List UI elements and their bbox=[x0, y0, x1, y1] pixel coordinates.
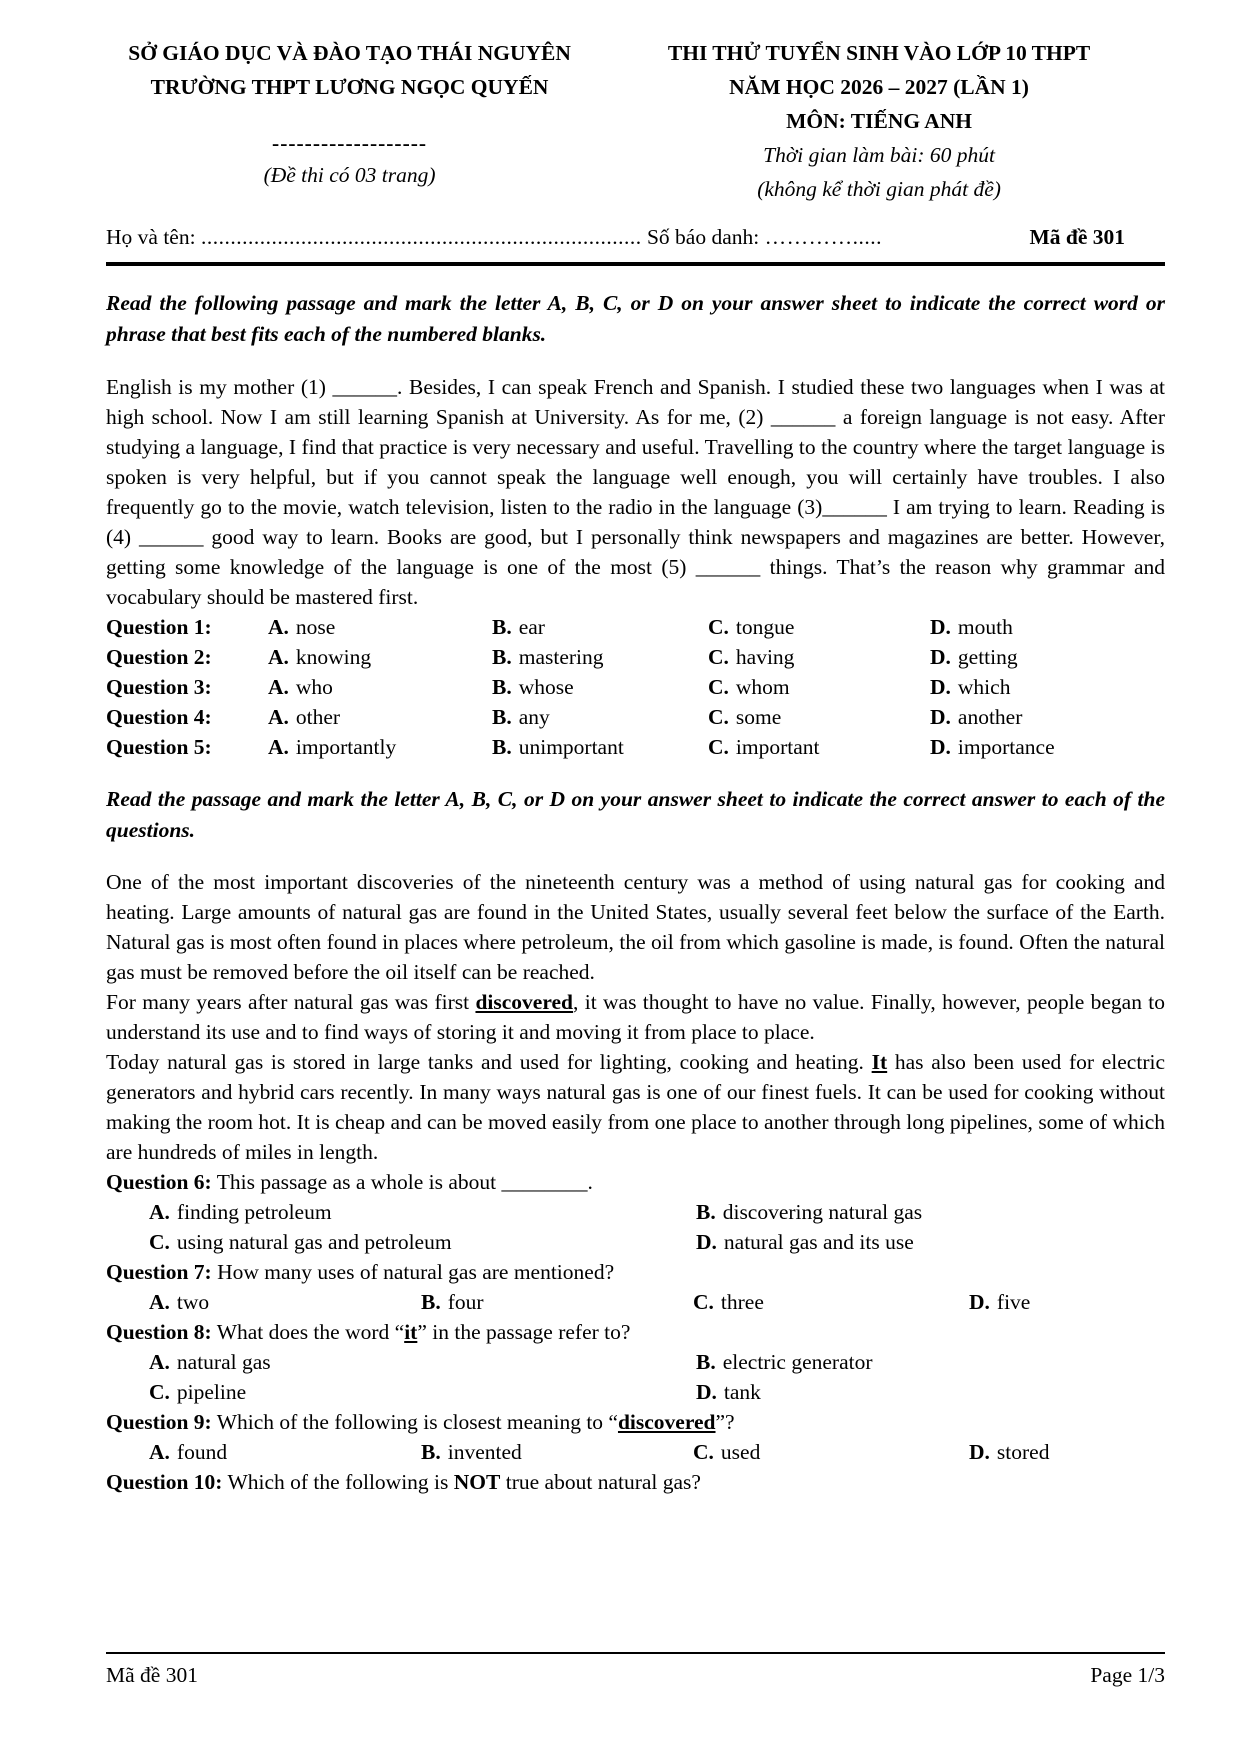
question-row-5 bbox=[106, 732, 1165, 762]
option-letter: A. bbox=[268, 614, 289, 639]
option-text: tongue bbox=[735, 614, 795, 639]
option-letter: B. bbox=[492, 734, 512, 759]
passage-paragraph-1: One of the most important discoveries of the nineteenth century was a method of using natural gas for cooking and heating. Large amounts of natural gas are found in the United States, usually several feet below the surface of the Earth. Natural gas is most often found in places where petroleum, the oil from which gasoline is made, is found. Often the natural gas must be removed before the oil itself can be reached. bbox=[106, 870, 1165, 984]
school-name: TRƯỜNG THPT LƯƠNG NGỌC QUYẾN bbox=[150, 75, 549, 99]
option-text: using natural gas and petroleum bbox=[176, 1230, 452, 1254]
question-label: Question 2: bbox=[106, 644, 212, 669]
option-letter: D. bbox=[930, 614, 951, 639]
option-b bbox=[492, 732, 708, 762]
header-right bbox=[593, 36, 1165, 206]
option-text: electric generator bbox=[722, 1350, 873, 1374]
exam-year: NĂM HỌC 2026 – 2027 (LẦN 1) bbox=[729, 75, 1029, 99]
department-name: SỞ GIÁO DỤC VÀ ĐÀO TẠO THÁI NGUYÊN bbox=[128, 41, 571, 65]
option-text: importance bbox=[957, 734, 1055, 759]
question-label: Question 1: bbox=[106, 614, 212, 639]
candidate-number-label: Số báo danh: bbox=[646, 225, 760, 249]
footer-page-number: Page 1/3 bbox=[1090, 1663, 1165, 1687]
option-d bbox=[969, 1287, 1165, 1317]
question-prompt: This passage as a whole is about ________. bbox=[216, 1170, 593, 1194]
option-b bbox=[492, 672, 708, 702]
option-b bbox=[492, 702, 708, 732]
question-prompt: How many uses of natural gas are mentioned? bbox=[217, 1260, 615, 1284]
option-letter: A. bbox=[149, 1290, 170, 1314]
option-text: getting bbox=[957, 644, 1018, 669]
option-letter: C. bbox=[693, 1440, 714, 1464]
footer-exam-code: Mã đề 301 bbox=[106, 1663, 198, 1687]
option-text: pipeline bbox=[176, 1380, 247, 1404]
option-d bbox=[930, 732, 1165, 762]
option-text: natural gas bbox=[176, 1350, 271, 1374]
section1-passage: English is my mother (1) ______. Besides, I can speak French and Spanish. I studied these two languages when I was at high school. Now I am still learning Spanish at University. As for me, (2) ______ a foreign language is not easy. After studying a language, I find that practice is very necessary and useful. Travelling to the country where the target language is spoken is very helpful, but if you cannot speak the language well enough, you will certainly have troubles. I also frequently go to the movie, watch television, listen to the radio in the language (3)______ I am trying to learn. Reading is (4) ______ good way to learn. Books are good, but I personally think newspapers and magazines are better. However, getting some knowledge of the language is one of the most (5) ______ things. That’s the reason why grammar and vocabulary should be mastered first. bbox=[106, 374, 1165, 609]
header-dash-divider: ------------------- bbox=[272, 131, 428, 155]
option-letter: D. bbox=[930, 674, 951, 699]
option-text: discovering natural gas bbox=[722, 1200, 923, 1224]
question-row-4 bbox=[106, 702, 1165, 732]
question-label: Question 4: bbox=[106, 704, 212, 729]
option-text: ear bbox=[518, 614, 545, 639]
option-text: importantly bbox=[295, 734, 397, 759]
exam-duration-note: (không kể thời gian phát đề) bbox=[757, 177, 1001, 201]
option-letter: B. bbox=[492, 614, 512, 639]
option-letter: A. bbox=[149, 1440, 170, 1464]
option-text: knowing bbox=[295, 644, 372, 669]
option-text: unimportant bbox=[518, 734, 624, 759]
option-c bbox=[708, 642, 930, 672]
option-text: mastering bbox=[518, 644, 604, 669]
option-b bbox=[421, 1437, 693, 1467]
question-label: Question 3: bbox=[106, 674, 212, 699]
option-text: some bbox=[735, 704, 782, 729]
question-label: Question 5: bbox=[106, 734, 212, 759]
option-text: two bbox=[176, 1290, 210, 1314]
passage-paragraph-2: For many years after natural gas was first discovered, it was thought to have no value. Finally, however, people began to understand its use and to find ways of storing it and moving it from place to place. bbox=[106, 990, 1166, 1044]
option-text: whom bbox=[735, 674, 790, 699]
option-letter: B. bbox=[696, 1200, 716, 1224]
option-text: whose bbox=[518, 674, 574, 699]
option-letter: B. bbox=[492, 674, 512, 699]
option-b bbox=[696, 1197, 1165, 1227]
question-9 bbox=[106, 1407, 1165, 1437]
option-letter: C. bbox=[693, 1290, 714, 1314]
option-letter: A. bbox=[268, 644, 289, 669]
question-row-1 bbox=[106, 612, 1165, 642]
question-row-2 bbox=[106, 642, 1165, 672]
option-text: invented bbox=[447, 1440, 522, 1464]
option-a bbox=[268, 642, 492, 672]
option-letter: A. bbox=[268, 704, 289, 729]
option-a bbox=[149, 1347, 696, 1377]
option-text: another bbox=[957, 704, 1023, 729]
option-letter: D. bbox=[696, 1380, 717, 1404]
question-row-3 bbox=[106, 672, 1165, 702]
section-2 bbox=[106, 784, 1165, 1498]
page-header bbox=[106, 36, 1165, 206]
option-letter: C. bbox=[708, 734, 729, 759]
option-letter: B. bbox=[421, 1290, 441, 1314]
pages-note: (Đề thi có 03 trang) bbox=[263, 163, 436, 187]
option-letter: B. bbox=[492, 704, 512, 729]
option-c bbox=[149, 1377, 696, 1407]
exam-code-badge: Mã đề 301 bbox=[1029, 225, 1125, 249]
option-letter: A. bbox=[149, 1350, 170, 1374]
option-text: other bbox=[295, 704, 341, 729]
option-c bbox=[149, 1227, 696, 1257]
option-text: having bbox=[735, 644, 795, 669]
option-c bbox=[693, 1287, 969, 1317]
option-letter: A. bbox=[149, 1200, 170, 1224]
option-d bbox=[930, 612, 1165, 642]
section-1 bbox=[106, 288, 1165, 762]
questions-1-5 bbox=[106, 612, 1165, 762]
question-6 bbox=[106, 1167, 1165, 1197]
option-letter: D. bbox=[930, 704, 951, 729]
question-10 bbox=[106, 1467, 1165, 1497]
option-text: mouth bbox=[957, 614, 1013, 639]
question-6-options bbox=[149, 1197, 1165, 1257]
option-text: who bbox=[295, 674, 333, 699]
question-8-options bbox=[149, 1347, 1165, 1407]
question-label: Question 6: bbox=[106, 1170, 212, 1194]
option-b bbox=[492, 642, 708, 672]
header-left bbox=[106, 36, 593, 206]
section2-passage bbox=[106, 867, 1165, 1167]
option-c bbox=[708, 702, 930, 732]
option-d bbox=[969, 1437, 1165, 1467]
question-prompt: Which of the following is closest meaning to “discovered”? bbox=[216, 1410, 735, 1434]
option-b bbox=[421, 1287, 693, 1317]
option-c bbox=[708, 612, 930, 642]
option-d bbox=[696, 1227, 1165, 1257]
question-label: Question 8: bbox=[106, 1320, 212, 1344]
question-label: Question 9: bbox=[106, 1410, 212, 1434]
question-label: Question 7: bbox=[106, 1260, 212, 1284]
option-c bbox=[693, 1437, 969, 1467]
option-letter: C. bbox=[149, 1380, 170, 1404]
option-d bbox=[930, 702, 1165, 732]
option-a bbox=[268, 672, 492, 702]
option-a bbox=[149, 1437, 421, 1467]
question-7 bbox=[106, 1257, 1165, 1287]
option-a bbox=[268, 612, 492, 642]
option-a bbox=[268, 702, 492, 732]
option-text: any bbox=[518, 704, 550, 729]
option-letter: B. bbox=[492, 644, 512, 669]
question-9-options bbox=[149, 1437, 1165, 1467]
exam-title: THI THỬ TUYỂN SINH VÀO LỚP 10 THPT bbox=[667, 41, 1091, 65]
option-letter: C. bbox=[708, 674, 729, 699]
option-letter: B. bbox=[696, 1350, 716, 1374]
option-a bbox=[149, 1287, 421, 1317]
option-d bbox=[930, 642, 1165, 672]
section2-instruction: Read the passage and mark the letter A, B, C, or D on your answer sheet to indicate the correct answer to each of the questions. bbox=[106, 786, 1165, 842]
option-text: finding petroleum bbox=[176, 1200, 332, 1224]
candidate-info-row bbox=[106, 222, 1165, 266]
option-text: four bbox=[447, 1290, 484, 1314]
option-letter: C. bbox=[149, 1230, 170, 1254]
option-text: three bbox=[720, 1290, 764, 1314]
exam-subject: MÔN: TIẾNG ANH bbox=[786, 109, 973, 133]
option-text: tank bbox=[723, 1380, 761, 1404]
question-prompt: What does the word “it” in the passage refer to? bbox=[216, 1320, 631, 1344]
option-text: stored bbox=[996, 1440, 1050, 1464]
option-a bbox=[268, 732, 492, 762]
option-b bbox=[696, 1347, 1165, 1377]
option-b bbox=[492, 612, 708, 642]
option-letter: D. bbox=[930, 734, 951, 759]
option-letter: C. bbox=[708, 704, 729, 729]
option-c bbox=[708, 732, 930, 762]
option-text: found bbox=[176, 1440, 228, 1464]
question-7-options bbox=[149, 1287, 1165, 1317]
question-prompt: Which of the following is NOT true about natural gas? bbox=[227, 1470, 701, 1494]
option-letter: A. bbox=[268, 734, 289, 759]
option-letter: A. bbox=[268, 674, 289, 699]
option-letter: B. bbox=[421, 1440, 441, 1464]
option-d bbox=[930, 672, 1165, 702]
exam-duration: Thời gian làm bài: 60 phút bbox=[763, 143, 995, 167]
option-letter: D. bbox=[969, 1290, 990, 1314]
option-a bbox=[149, 1197, 696, 1227]
name-label: Họ và tên: bbox=[106, 225, 196, 249]
option-text: important bbox=[735, 734, 820, 759]
page-footer bbox=[106, 1652, 1165, 1690]
option-text: natural gas and its use bbox=[723, 1230, 914, 1254]
option-letter: D. bbox=[930, 644, 951, 669]
name-dotted-line: ........................................................................... bbox=[200, 225, 642, 249]
option-text: which bbox=[957, 674, 1011, 699]
section1-instruction: Read the following passage and mark the letter A, B, C, or D on your answer sheet to indicate the correct word or phrase that best fits each of the numbered blanks. bbox=[106, 291, 1165, 346]
option-letter: C. bbox=[708, 614, 729, 639]
option-letter: D. bbox=[969, 1440, 990, 1464]
question-label: Question 10: bbox=[106, 1470, 223, 1494]
candidate-number-dotted-line: …………..... bbox=[764, 225, 882, 249]
option-d bbox=[696, 1377, 1165, 1407]
option-text: used bbox=[720, 1440, 761, 1464]
option-letter: D. bbox=[696, 1230, 717, 1254]
passage-paragraph-3: Today natural gas is stored in large tanks and used for lighting, cooking and heating. It has also been used for electric generators and hybrid cars recently. In many ways natural gas is one of our finest fuels. It can be used for cooking without making the room hot. It is cheap and can be moved easily from one place to another through long pipelines, some of which are hundreds of miles in length. bbox=[106, 1050, 1165, 1164]
option-letter: C. bbox=[708, 644, 729, 669]
option-text: five bbox=[996, 1290, 1031, 1314]
question-8 bbox=[106, 1317, 1165, 1347]
option-c bbox=[708, 672, 930, 702]
option-text: nose bbox=[295, 614, 336, 639]
